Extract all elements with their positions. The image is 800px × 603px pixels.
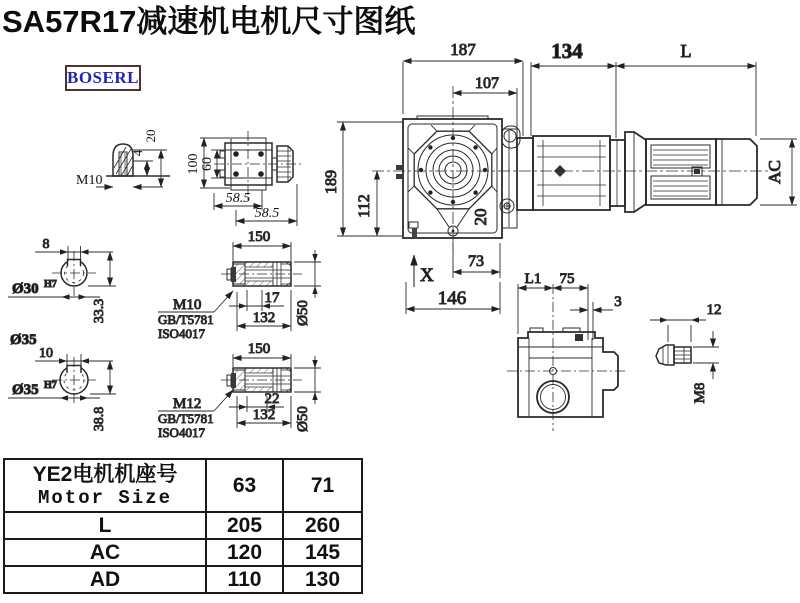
label-x-axis: X [420,265,434,286]
dim-75: 75 [559,271,575,287]
dim-dia35-sup: H7 [44,380,57,391]
hollow-shaft-1-view [158,229,321,341]
dim-20-housing: 20 [471,208,490,226]
dim-M8: M8 [692,382,708,404]
dim-189: 189 [323,170,340,194]
label-dia35: Ø35 [10,332,37,348]
note-iso-2: ISO4017 [158,425,205,440]
value-AC-71: 145 [283,539,362,566]
dim-12: 12 [706,302,722,318]
table-row [4,512,362,539]
dim-73: 73 [468,253,484,270]
m8-bolt-detail-view [650,302,722,403]
dim-187: 187 [450,40,476,59]
dim-107: 107 [475,75,499,92]
header-en: Motor Size [37,486,173,509]
shaft-sections-view [8,237,116,431]
dim-58-5-b: 58.5 [254,206,280,221]
dim-38-8: 38.8 [92,406,107,432]
dim-keyway-10: 10 [39,346,53,361]
dim-m10: M10 [76,173,103,188]
dim-134: 134 [551,39,583,63]
bottom-view [507,271,626,431]
value-AD-71: 130 [283,566,362,593]
dim-L: L [680,41,692,61]
table-row [4,566,362,593]
shaft-end-detail-view [76,130,170,189]
dim-dia35h7: Ø35 [12,382,39,398]
header-col-63: 63 [206,459,283,512]
value-AC-63: 120 [206,539,283,566]
value-AD-63: 110 [206,566,283,593]
note-gb-1: GB/T5781 [158,312,214,327]
dim-100: 100 [186,153,201,175]
note-m12: M12 [173,396,202,412]
motor-size-table [3,458,363,594]
note-m10: M10 [173,297,202,313]
table-header-row [4,459,362,512]
dim-20: 20 [143,129,158,143]
row-label-AD: AD [4,566,206,593]
dim-112: 112 [356,194,373,218]
dim-dia50-2: Ø50 [295,406,311,432]
dim-17: 17 [264,290,280,306]
dim-150-1: 150 [247,229,271,245]
dim-4: 4 [130,149,145,157]
dim-dia50-1: Ø50 [295,300,311,326]
dim-dia30-sup: H7 [44,279,57,290]
hollow-shaft-2-view [158,341,321,440]
dim-146: 146 [437,288,467,309]
dim-60: 60 [200,157,215,171]
dim-58-5-a: 58.5 [225,191,251,206]
dim-150-2: 150 [247,341,271,357]
row-label-AC: AC [4,539,206,566]
note-gb-2: GB/T5781 [158,411,214,426]
dim-33-3: 33.3 [92,298,107,324]
dim-3: 3 [614,294,622,310]
dim-132-2: 132 [252,407,276,423]
page-title: SA57R17减速机电机尺寸图纸 [2,4,416,39]
dim-AC: AC [765,160,784,184]
dim-L1: L1 [524,271,542,287]
value-L-71: 260 [283,512,362,539]
note-iso-1: ISO4017 [158,326,205,341]
output-flange-view [186,131,303,226]
row-label-L: L [4,512,206,539]
dim-22: 22 [264,391,280,407]
dim-keyway-8: 8 [42,237,50,252]
header-cn: YE2电机机座号 [32,462,178,486]
dim-132-1: 132 [252,310,276,326]
table-header-motor-size [4,459,206,512]
value-L-63: 205 [206,512,283,539]
dim-dia30: Ø30 [12,281,39,297]
table-row [4,539,362,566]
header-col-71: 71 [283,459,362,512]
logo-text: BOSERL [67,68,139,87]
